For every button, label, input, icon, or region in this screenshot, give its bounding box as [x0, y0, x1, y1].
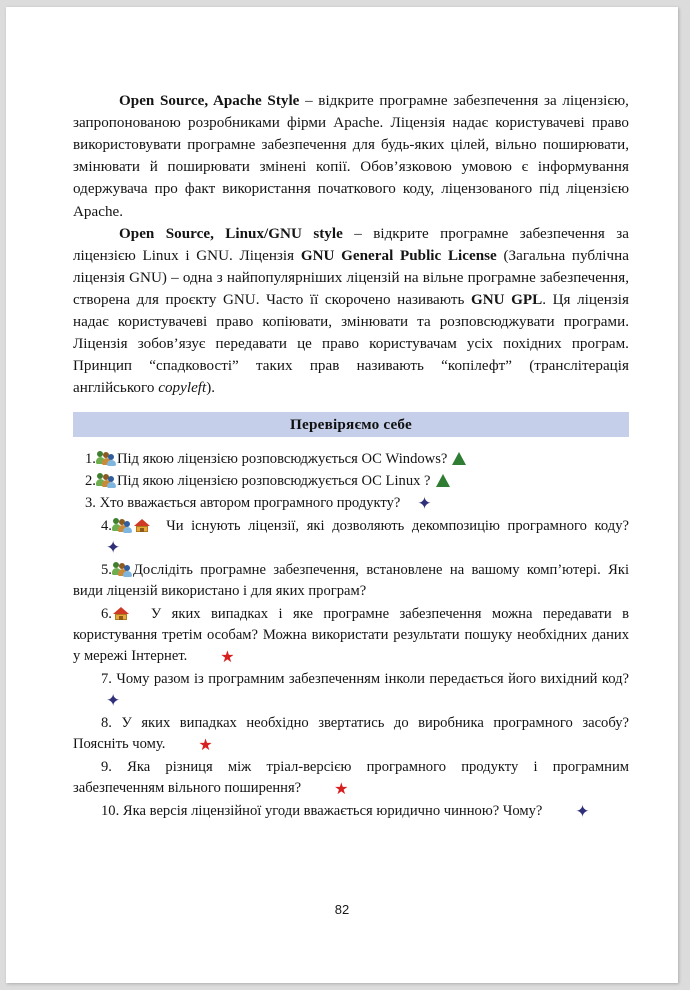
paragraph-gnu-text-1: – відкрите програмне забезпечення за ліцензією Linux і GNU. Ліцензія [73, 225, 629, 264]
question-item-4 [73, 516, 629, 559]
blue-star-marker-icon: ✦ [575, 801, 590, 821]
question-number: 7. [101, 670, 112, 687]
question-item-7 [73, 669, 629, 712]
people-icon [113, 562, 132, 577]
question-number: 3. [85, 495, 96, 512]
question-number: 2. [85, 472, 96, 489]
term-copyleft: copyleft [158, 380, 207, 397]
lead-term-apache: Open Source, Apache Style [119, 93, 300, 109]
question-item-1 [73, 449, 629, 470]
green-triangle-marker-icon [452, 452, 466, 465]
blue-star-marker-icon: ✦ [417, 494, 432, 514]
question-text: Яка версія ліцензійної угоди вважається юридично чинною? Чому? [122, 802, 543, 819]
paragraph-gnu-text-3: . Ця ліцензія надає користувачеві право копіювати, змінювати та розповсюджувати програми. Ліцензія зобов’язує передавати це право користувачам усіх похідних програм. Принцип “спадковості” таких прав називають “копілефт” (транслітерація англійського [73, 291, 629, 397]
question-number: 1. [85, 450, 96, 467]
people-icon [97, 451, 116, 466]
red-star-marker-icon: ★ [198, 737, 213, 755]
question-text: Під якою ліцензією розповсюджується ОС Windows? [116, 450, 448, 467]
question-item-6 [73, 604, 629, 668]
paragraph-gnu-text-2: (Загальна публічна ліцензія GNU) – одна з найпопулярніших ліцензій на вільне програмне забезпечення, створена для проєкту GNU. Часто її скорочено називають [73, 247, 629, 308]
paragraph-apache-style [73, 90, 629, 223]
red-star-marker-icon: ★ [220, 649, 235, 667]
page-content [73, 90, 629, 823]
question-number: 6. [101, 605, 112, 622]
people-icon [113, 518, 132, 533]
question-item-10 [73, 801, 629, 822]
question-text: Хто вважається автором програмного продукту? [99, 495, 401, 512]
page-sheet [6, 7, 678, 983]
question-number: 5. [101, 561, 112, 578]
page-number: 82 [334, 902, 350, 917]
paragraph-apache-body: – відкрите програмне забезпечення за ліцензією, запропонованою розробниками фірми Apache. Ліцензія надає користувачеві право використовувати програмне забезпечення для будь-яких цілей, вільно поширювати, змінювати й поширювати змінені копії. Обов’язковою умовою є інформування одержувача про факт використання початкового коду, ліцензованого під ліцензією Apache. [73, 93, 629, 220]
question-number: 10. [101, 802, 120, 819]
question-item-3 [73, 493, 629, 514]
blue-star-marker-icon: ✦ [106, 691, 121, 711]
question-text: Чи існують ліцензії, які дозволяють декомпозицію програмного коду? [166, 517, 629, 534]
question-item-9 [73, 757, 629, 800]
paragraph-gnu-text-4: ). [206, 380, 216, 397]
question-text: У яких випадках і яке програмне забезпечення можна передавати в користування третім особам? Можна використати результати пошуку необхідних даних у мережі Інтернет. [73, 605, 630, 665]
question-text: У яких випадках необхідно звертатись до виробника програмного засобу? Поясніть чому. [73, 714, 629, 753]
house-icon [134, 518, 150, 533]
question-text: Дослідіть програмне забезпечення, встановлене на вашому комп’ютері. Які види ліцензій використано і для яких програм? [73, 561, 629, 600]
questions-list [73, 449, 629, 822]
people-icon [97, 473, 116, 488]
question-number: 8. [101, 714, 112, 731]
red-star-marker-icon: ★ [334, 781, 349, 799]
question-item-5 [73, 560, 629, 603]
section-banner-title: Перевіряємо себе [290, 415, 412, 433]
house-icon [113, 606, 129, 621]
term-gnu-gpl-short: GNU GPL [470, 291, 543, 308]
question-text: Чому разом із програмним забезпеченням інколи передається його вихідний код? [116, 670, 629, 687]
question-item-8 [73, 713, 629, 756]
question-number: 9. [101, 758, 112, 775]
section-banner [73, 412, 629, 437]
lead-term-linux-gnu: Open Source, Linux/GNU style [119, 225, 343, 242]
blue-star-marker-icon: ✦ [106, 538, 121, 558]
paragraph-linux-gnu-style [73, 223, 629, 400]
question-item-2 [73, 471, 629, 492]
term-gnu-gpl-full: GNU General Public License [300, 247, 497, 264]
question-text: Яка різниця між тріал-версією програмного продукту і програмним забезпеченням вільного поширення? [73, 758, 629, 797]
question-text: Під якою ліцензією розповсюджується ОС Linux ? [116, 472, 431, 489]
question-number: 4. [101, 517, 112, 534]
green-triangle-marker-icon [436, 474, 450, 487]
